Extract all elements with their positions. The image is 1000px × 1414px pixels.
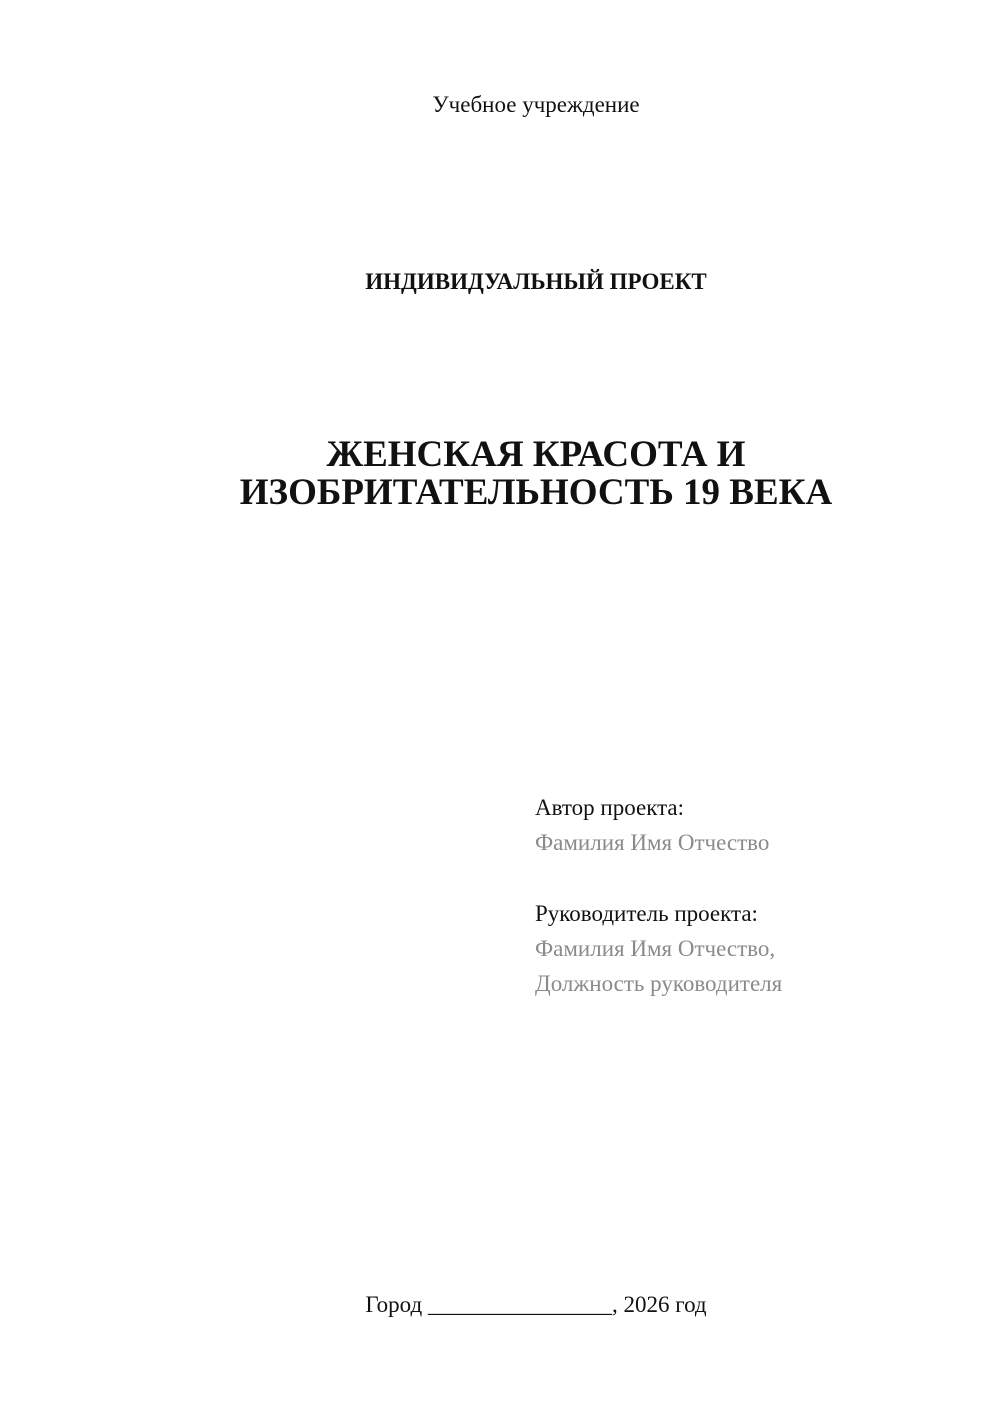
institution-name: Учебное учреждение — [432, 92, 640, 117]
project-title-line-1: ЖЕНСКАЯ КРАСОТА И — [326, 434, 746, 475]
spacer — [535, 860, 975, 896]
project-title-line-2: ИЗОБРИТАТЕЛЬНОСТЬ 19 ВЕКА — [239, 472, 833, 513]
supervisor-label: Руководитель проекта: — [535, 901, 758, 926]
authorship-block — [535, 790, 975, 1001]
document-type-heading: ИНДИВИДУАЛЬНЫЙ ПРОЕКТ — [365, 269, 707, 294]
author-name-placeholder: Фамилия Имя Отчество — [535, 830, 770, 855]
project-title — [0, 436, 1000, 512]
supervisor-name-placeholder: Фамилия Имя Отчество, — [535, 936, 776, 961]
supervisor-position-placeholder: Должность руководителя — [535, 971, 783, 996]
author-label: Автор проекта: — [535, 795, 684, 820]
city-year-footer: Город ________________, 2026 год — [365, 1292, 707, 1317]
